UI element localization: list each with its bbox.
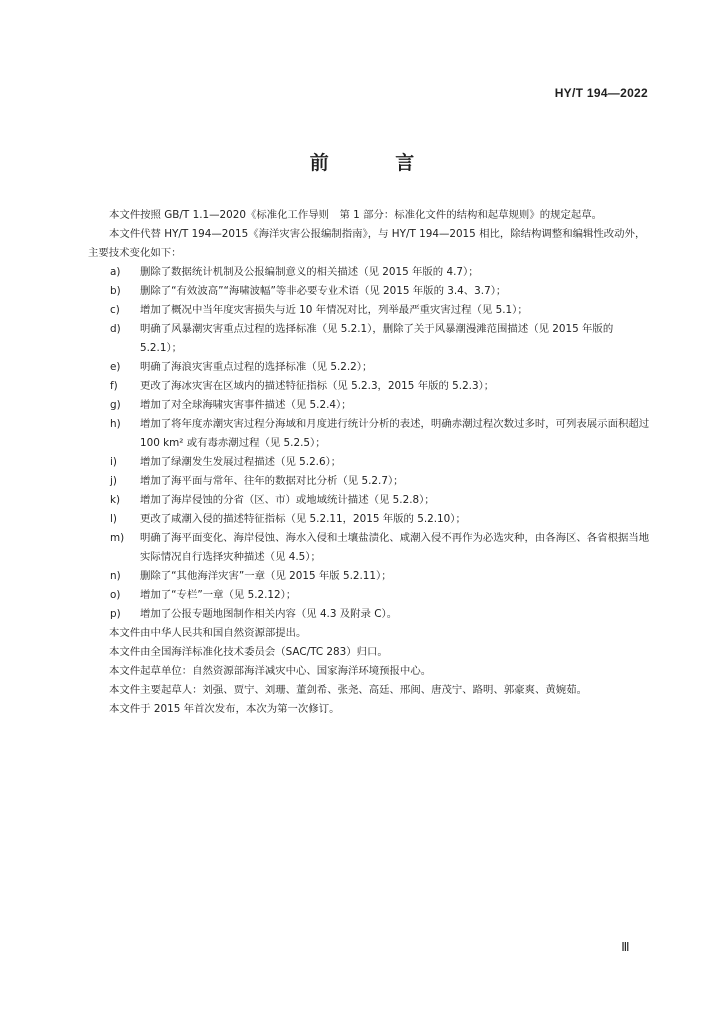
list-item-text: 明确了海平面变化、海岸侵蚀、海水入侵和土壤盐渍化、咸潮入侵不再作为必选灾种，由各海区、各省根据当地实际情况自行选择灾种描述（见 4.5）； [140,532,650,563]
list-item-text: 增加了海岸侵蚀的分省（区、市）或地域统计描述（见 5.2.8）； [140,494,435,506]
standard-code: HY/T 194—2022 [554,86,648,100]
list-item [88,320,650,358]
list-item [88,567,650,586]
closing-paragraph: 本文件于 2015 年首次发布，本次为第一次修订。 [109,703,340,715]
list-item [88,301,650,320]
list-marker: a) [110,266,121,278]
list-item [88,377,650,396]
list-marker: i) [110,456,117,468]
page-title: 前 言 [309,152,445,174]
list-item [88,605,650,624]
list-item [88,529,650,567]
list-item-text: 增加了“专栏”一章（见 5.2.12）； [140,589,297,601]
list-marker: l) [110,513,117,525]
list-item-text: 删除了数据统计机制及公报编制意义的相关描述（见 2015 年版的 4.7）； [140,266,479,278]
list-item [88,358,650,377]
changes-list [88,263,650,624]
list-item [88,586,650,605]
list-item-text: 增加了对全球海啸灾害事件描述（见 5.2.4）； [140,399,352,411]
list-item [88,491,650,510]
list-marker: c) [110,304,120,316]
list-item [88,472,650,491]
list-item [88,396,650,415]
list-item-text: 明确了海浪灾害重点过程的选择标准（见 5.2.2）； [140,361,373,373]
foreword-body [88,206,650,719]
list-marker: d) [110,323,121,335]
list-marker: n) [110,570,121,582]
list-marker: e) [110,361,121,373]
list-marker: j) [110,475,117,487]
page-number: Ⅲ [621,940,630,954]
list-item [88,415,650,453]
intro-paragraph: 本文件按照 GB/T 1.1—2020《标准化工作导则 第 1 部分：标准化文件的结构和起草规则》的规定起草。 [109,209,603,221]
list-marker: g) [110,399,121,411]
closing-paragraph: 本文件由中华人民共和国自然资源部提出。 [109,627,307,639]
list-item [88,453,650,472]
list-item-text: 增加了绿潮发生发展过程描述（见 5.2.6）； [140,456,342,468]
list-item-text: 增加了海平面与常年、往年的数据对比分析（见 5.2.7）； [140,475,404,487]
list-marker: h) [110,418,121,430]
list-item-text: 更改了咸潮入侵的描述特征指标（见 5.2.11，2015 年版的 5.2.10）； [140,513,466,525]
list-marker: o) [110,589,121,601]
list-marker: f) [110,380,118,392]
list-item-text: 增加了概况中当年度灾害损失与近 10 年情况对比，列举最严重灾害过程（见 5.1）； [140,304,528,316]
list-marker: m) [110,532,125,544]
list-item [88,282,650,301]
closing-paragraph: 本文件主要起草人：刘强、贾宁、刘珊、董剑希、张尧、高廷、邢闽、唐茂宁、路明、郭豪爽、黄婉茹。 [109,684,587,696]
list-item-text: 删除了“有效波高”“海啸波幅”等非必要专业术语（见 2015 年版的 3.4、3.7）； [140,285,507,297]
list-item-text: 明确了风暴潮灾害重点过程的选择标准（见 5.2.1），删除了关于风暴潮漫滩范围描述（见 2015 年版的 5.2.1）； [140,323,614,354]
list-item [88,510,650,529]
intro-paragraph: 本文件代替 HY/T 194—2015《海洋灾害公报编制指南》，与 HY/T 194—2015 相比，除结构调整和编辑性改动外，主要技术变化如下： [88,228,646,259]
list-item-text: 删除了“其他海洋灾害”一章（见 2015 年版 5.2.11）； [140,570,392,582]
closing-paragraph: 本文件由全国海洋标准化技术委员会（SAC/TC 283）归口。 [109,646,388,658]
list-marker: k) [110,494,121,506]
list-item-text: 更改了海冰灾害在区域内的描述特征指标（见 5.2.3，2015 年版的 5.2.3）； [140,380,495,392]
list-marker: b) [110,285,121,297]
list-marker: p) [110,608,121,620]
list-item [88,263,650,282]
list-item-text: 增加了公报专题地图制作相关内容（见 4.3 及附录 C）。 [140,608,398,620]
closing-paragraph: 本文件起草单位：自然资源部海洋减灾中心、国家海洋环境预报中心。 [109,665,432,677]
list-item-text: 增加了将年度赤潮灾害过程分海域和月度进行统计分析的表述，明确赤潮过程次数过多时，可列表展示面积超过 100 km² 或有毒赤潮过程（见 5.2.5）； [140,418,650,449]
